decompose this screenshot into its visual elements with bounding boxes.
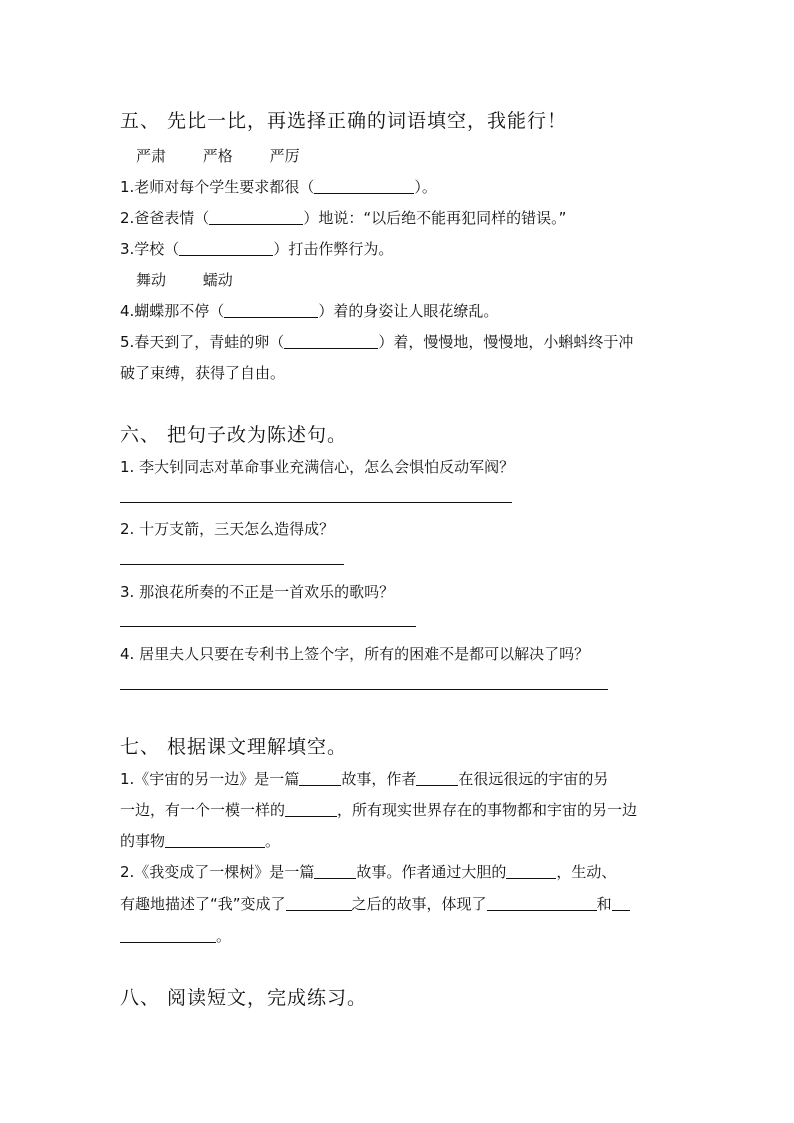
- answer-blank[interactable]: [224, 316, 318, 318]
- answer-line[interactable]: [120, 689, 608, 690]
- question-text: 5.春天到了，青蛙的卵（: [120, 333, 285, 351]
- question-5-5: [120, 331, 633, 352]
- word-choices-1: [136, 145, 332, 166]
- word-choice: 严肃: [136, 147, 167, 165]
- answer-blank[interactable]: [286, 909, 352, 911]
- answer-blank[interactable]: [165, 846, 265, 848]
- question-5-1: [120, 176, 437, 197]
- question-7-1-end: [120, 830, 280, 851]
- question-5-5-cont: 破了束缚，获得了自由。: [120, 364, 286, 382]
- answer-blank[interactable]: [209, 223, 303, 225]
- question-text: 。: [265, 832, 281, 850]
- question-text: 2.《我变成了一棵树》是一篇: [120, 863, 315, 881]
- word-choice: 严厉: [269, 147, 300, 165]
- answer-blank[interactable]: [299, 784, 341, 786]
- question-text: 故事，作者: [341, 770, 417, 788]
- answer-line[interactable]: [120, 626, 416, 627]
- question-6-2: 2. 十万支箭，三天怎么造得成？: [120, 520, 335, 538]
- question-text: 在很远很远的宇宙的另: [458, 770, 609, 788]
- question-text: ，生动、: [556, 863, 617, 881]
- section-8-title: 八、 阅读短文，完成练习。: [120, 987, 368, 1009]
- question-text: 有趣地描述了“我”变成了: [120, 895, 286, 913]
- answer-blank[interactable]: [284, 347, 378, 349]
- word-choice: 蠕动: [202, 271, 233, 289]
- question-text: ）着的身姿让人眼花缭乱。: [318, 302, 499, 320]
- word-choice: 舞动: [136, 271, 167, 289]
- question-text: 。: [216, 927, 232, 945]
- answer-blank[interactable]: [612, 909, 630, 911]
- question-text: 3.学校（: [120, 240, 180, 258]
- answer-blank[interactable]: [314, 192, 414, 194]
- question-5-3: [120, 238, 393, 259]
- answer-blank[interactable]: [179, 254, 273, 256]
- question-text: 之后的故事，体现了: [351, 895, 487, 913]
- section-5-title: 五、 先比一比，再选择正确的词语填空，我能行！: [120, 110, 568, 132]
- answer-blank[interactable]: [120, 941, 216, 943]
- question-5-4: [120, 300, 498, 321]
- answer-blank[interactable]: [487, 909, 597, 911]
- answer-blank[interactable]: [416, 784, 458, 786]
- question-7-1: [120, 768, 608, 789]
- answer-blank[interactable]: [314, 877, 356, 879]
- question-text: ）。: [414, 178, 437, 196]
- section-6-title: 六、 把句子改为陈述句。: [120, 424, 348, 446]
- question-text: 的事物: [120, 832, 166, 850]
- question-text: 1.老师对每个学生要求都很（: [120, 178, 315, 196]
- answer-blank[interactable]: [285, 815, 337, 817]
- question-6-4: 4. 居里夫人只要在专利书上签个字，所有的困难不是都可以解决了吗？: [120, 645, 590, 663]
- question-5-2: [120, 207, 566, 228]
- question-6-3: 3. 那浪花所奏的不正是一首欢乐的歌吗？: [120, 583, 395, 601]
- section-7-title: 七、 根据课文理解填空。: [120, 736, 348, 758]
- question-text: ）着，慢慢地，慢慢地，小蝌蚪终于冲: [378, 333, 634, 351]
- question-7-2-end: [120, 925, 231, 946]
- question-text: ，所有现实世界存在的事物都和宇宙的另一边: [337, 801, 638, 819]
- question-7-2: [120, 861, 616, 882]
- question-text: 2.爸爸表情（: [120, 209, 210, 227]
- word-choice: 严格: [202, 147, 233, 165]
- answer-line[interactable]: [120, 502, 512, 503]
- question-text: 4.蝴蝶那不停（: [120, 302, 225, 320]
- word-choices-2: [136, 269, 265, 290]
- question-text: 一边，有一个一模一样的: [120, 801, 286, 819]
- answer-line[interactable]: [120, 564, 344, 565]
- question-text: ）打击作弊行为。: [273, 240, 394, 258]
- question-text: 1.《宇宙的另一边》是一篇: [120, 770, 300, 788]
- question-7-1-cont: [120, 799, 637, 820]
- question-6-1: 1. 李大钊同志对革命事业充满信心，怎么会惧怕反动军阀？: [120, 458, 515, 476]
- question-7-2-cont: [120, 893, 630, 914]
- question-text: 故事。作者通过大胆的: [356, 863, 507, 881]
- question-text: ）地说：“以后绝不能再犯同样的错误。”: [303, 209, 567, 227]
- question-text: 和: [596, 895, 612, 913]
- answer-blank[interactable]: [506, 877, 556, 879]
